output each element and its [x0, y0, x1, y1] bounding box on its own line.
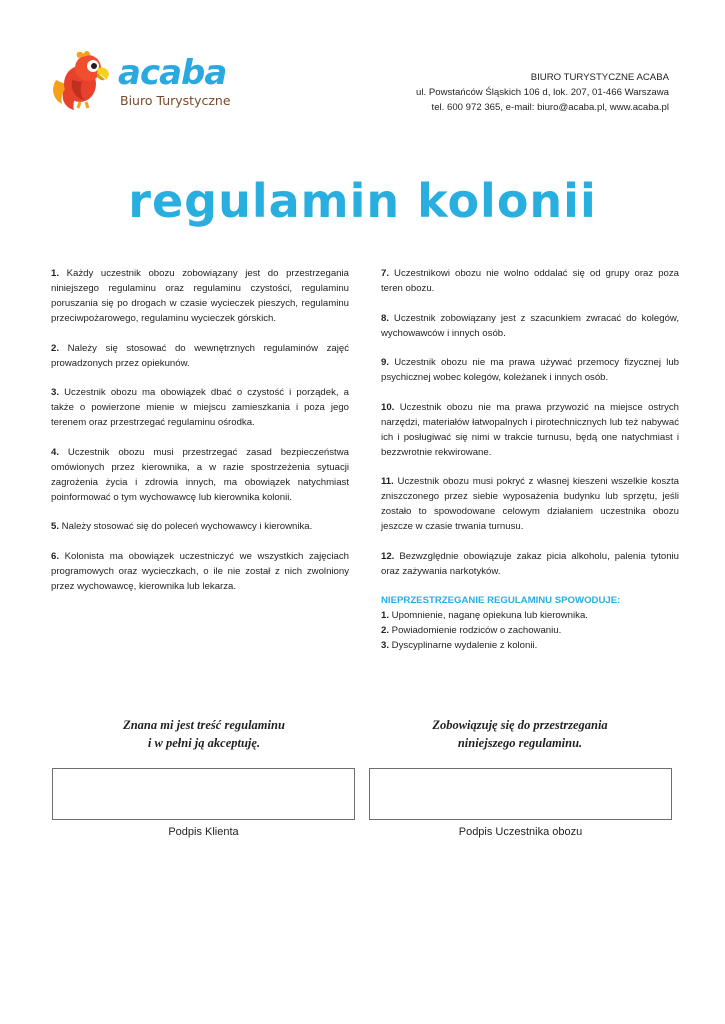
- participant-declaration: [370, 716, 670, 752]
- rules-right-column: [381, 266, 679, 653]
- company-info: [416, 70, 669, 115]
- rule-number: 1.: [51, 268, 60, 279]
- client-signature-label: Podpis Klienta: [168, 826, 239, 838]
- rule-number: 5.: [51, 521, 60, 532]
- rule-item: [51, 266, 349, 326]
- rule-item: [381, 608, 679, 623]
- rule-number: 3.: [51, 387, 60, 398]
- rule-text: Każdy uczestnik obozu zobowiązany jest do przestrzegania niniejszego regulaminu oraz regulaminu czystości, regulaminu poruszania się po drogach w czasie wycieczek pieszych, regulaminu przeciwpożarowego, regulaminu wycieczek górskich.: [51, 268, 349, 324]
- rule-number: 3.: [381, 640, 390, 651]
- client-declaration: [54, 716, 354, 752]
- rule-text: Uczestnik obozu musi pokryć z własnej kieszeni wszelkie koszta zniszczonego przez siebie wyposażenia budynku lub sprzętu, jeśli zostało to spowodowane celowym działaniem uczestnika obozu jeszcze w czasie trwania turnusu.: [381, 476, 679, 532]
- company-contact: tel. 600 972 365, e-mail: biuro@acaba.pl, www.acaba.pl: [431, 102, 669, 113]
- company-name: BIURO TURYSTYCZNE ACABA: [530, 72, 669, 83]
- rule-text: Kolonista ma obowiązek uczestniczyć we wszystkich zajęciach programowych oraz wycieczkach, o ile nie został z nich zwolniony przez wychowawcę, kierownika lub lekarza.: [51, 550, 349, 592]
- participant-declaration-line-2: niniejszego regulaminu.: [457, 736, 583, 750]
- rule-text: Uczestnik zobowiązany jest z szacunkiem zwracać do kolegów, wychowawców i innych osób.: [381, 312, 679, 339]
- rule-text: Uczestnikowi obozu nie wolno oddalać się od grupy oraz poza teren obozu.: [381, 268, 679, 294]
- rule-text: Bezwzględnie obowiązuje zakaz picia alkoholu, palenia tytoniu oraz zażywania narkotyków.: [381, 550, 679, 577]
- rule-text: Upomnienie, naganę opiekuna lub kierownika.: [389, 610, 588, 621]
- rule-text: Należy stosować się do poleceń wychowawcy i kierownika.: [59, 521, 313, 532]
- rule-number: 7.: [381, 268, 390, 279]
- rule-text: Uczestnik obozu nie ma prawa używać przemocy fizycznej lub psychicznej wobec kolegów, koleżanek i innych osób.: [381, 357, 679, 383]
- rule-number: 8.: [381, 312, 390, 324]
- company-logo: [50, 50, 240, 112]
- rule-item: [381, 638, 679, 653]
- client-declaration-line-1: Znana mi jest treść regulaminu: [123, 718, 285, 732]
- rule-number: 2.: [381, 625, 390, 636]
- parrot-icon: [50, 50, 118, 112]
- rule-item: [381, 400, 679, 460]
- rule-item: [381, 355, 679, 385]
- rule-text: Uczestnik obozu ma obowiązek dbać o czystość i porządek, a także o powierzone mienie w miejscu zamieszkania i poza jego terenem oraz przestrzegać regulaminu ośrodka.: [51, 387, 349, 428]
- rule-text: Uczestnik obozu musi przestrzegać zasad bezpieczeństwa omówionych przez kierownika, a w razie spostrzeżenia sytuacji zagrożenia życia i zdrowia innych, ma obowiązek natychmiast poinformować o tym wychowawcę lub kierownika kolonii.: [51, 446, 349, 503]
- consequences-list: [381, 608, 679, 653]
- client-signature-box[interactable]: [52, 768, 355, 820]
- rule-text: Uczestnik obozu nie ma prawa przywozić na miejsce ostrych narzędzi, materiałów łatwopalnych i pirotechnicznych lub też nabywać ich i posługiwać się nimi w trakcie turnusu, będą one natychmiast i bezzwrotnie rekwirowane.: [381, 401, 679, 458]
- rule-item: [51, 341, 349, 371]
- company-address: ul. Powstańców Śląskich 106 d, lok. 207, 01-466 Warszawa: [416, 87, 669, 98]
- rule-item: [381, 266, 679, 296]
- rules-right-list: [381, 266, 679, 579]
- rule-number: 2.: [51, 342, 60, 354]
- rule-item: [51, 385, 349, 430]
- rule-text: Powiadomienie rodziców o zachowaniu.: [389, 625, 562, 636]
- rule-number: 4.: [51, 446, 60, 458]
- participant-signature-label: Podpis Uczestnika obozu: [458, 826, 583, 838]
- page-title: regulamin kolonii: [128, 174, 597, 228]
- rule-text: Dyscyplinarne wydalenie z kolonii.: [389, 640, 538, 651]
- logo-wordmark: acaba: [118, 53, 227, 93]
- rule-number: 6.: [51, 550, 60, 562]
- rule-item: [51, 445, 349, 505]
- logo-subtitle: Biuro Turystyczne: [120, 93, 231, 108]
- rule-text: Należy się stosować do wewnętrznych regulaminów zajęć prowadzonych przez opiekunów.: [51, 342, 349, 369]
- rule-number: 11.: [381, 476, 394, 487]
- client-declaration-line-2: i w pełni ją akceptuję.: [147, 736, 261, 750]
- consequences-heading: NIEPRZESTRZEGANIE REGULAMINU SPOWODUJE:: [381, 595, 621, 606]
- rules-left-column: [51, 266, 349, 608]
- rule-item: [381, 474, 679, 534]
- rule-item: [381, 623, 679, 638]
- rule-item: [381, 311, 679, 341]
- rule-item: [51, 519, 349, 534]
- rule-number: 12.: [381, 550, 395, 562]
- rule-item: [381, 549, 679, 579]
- rule-item: [51, 549, 349, 594]
- rule-number: 1.: [381, 610, 390, 621]
- participant-declaration-line-1: Zobowiązuję się do przestrzegania: [432, 718, 608, 732]
- rule-number: 9.: [381, 357, 390, 368]
- rule-number: 10.: [381, 401, 395, 413]
- participant-signature-box[interactable]: [369, 768, 672, 820]
